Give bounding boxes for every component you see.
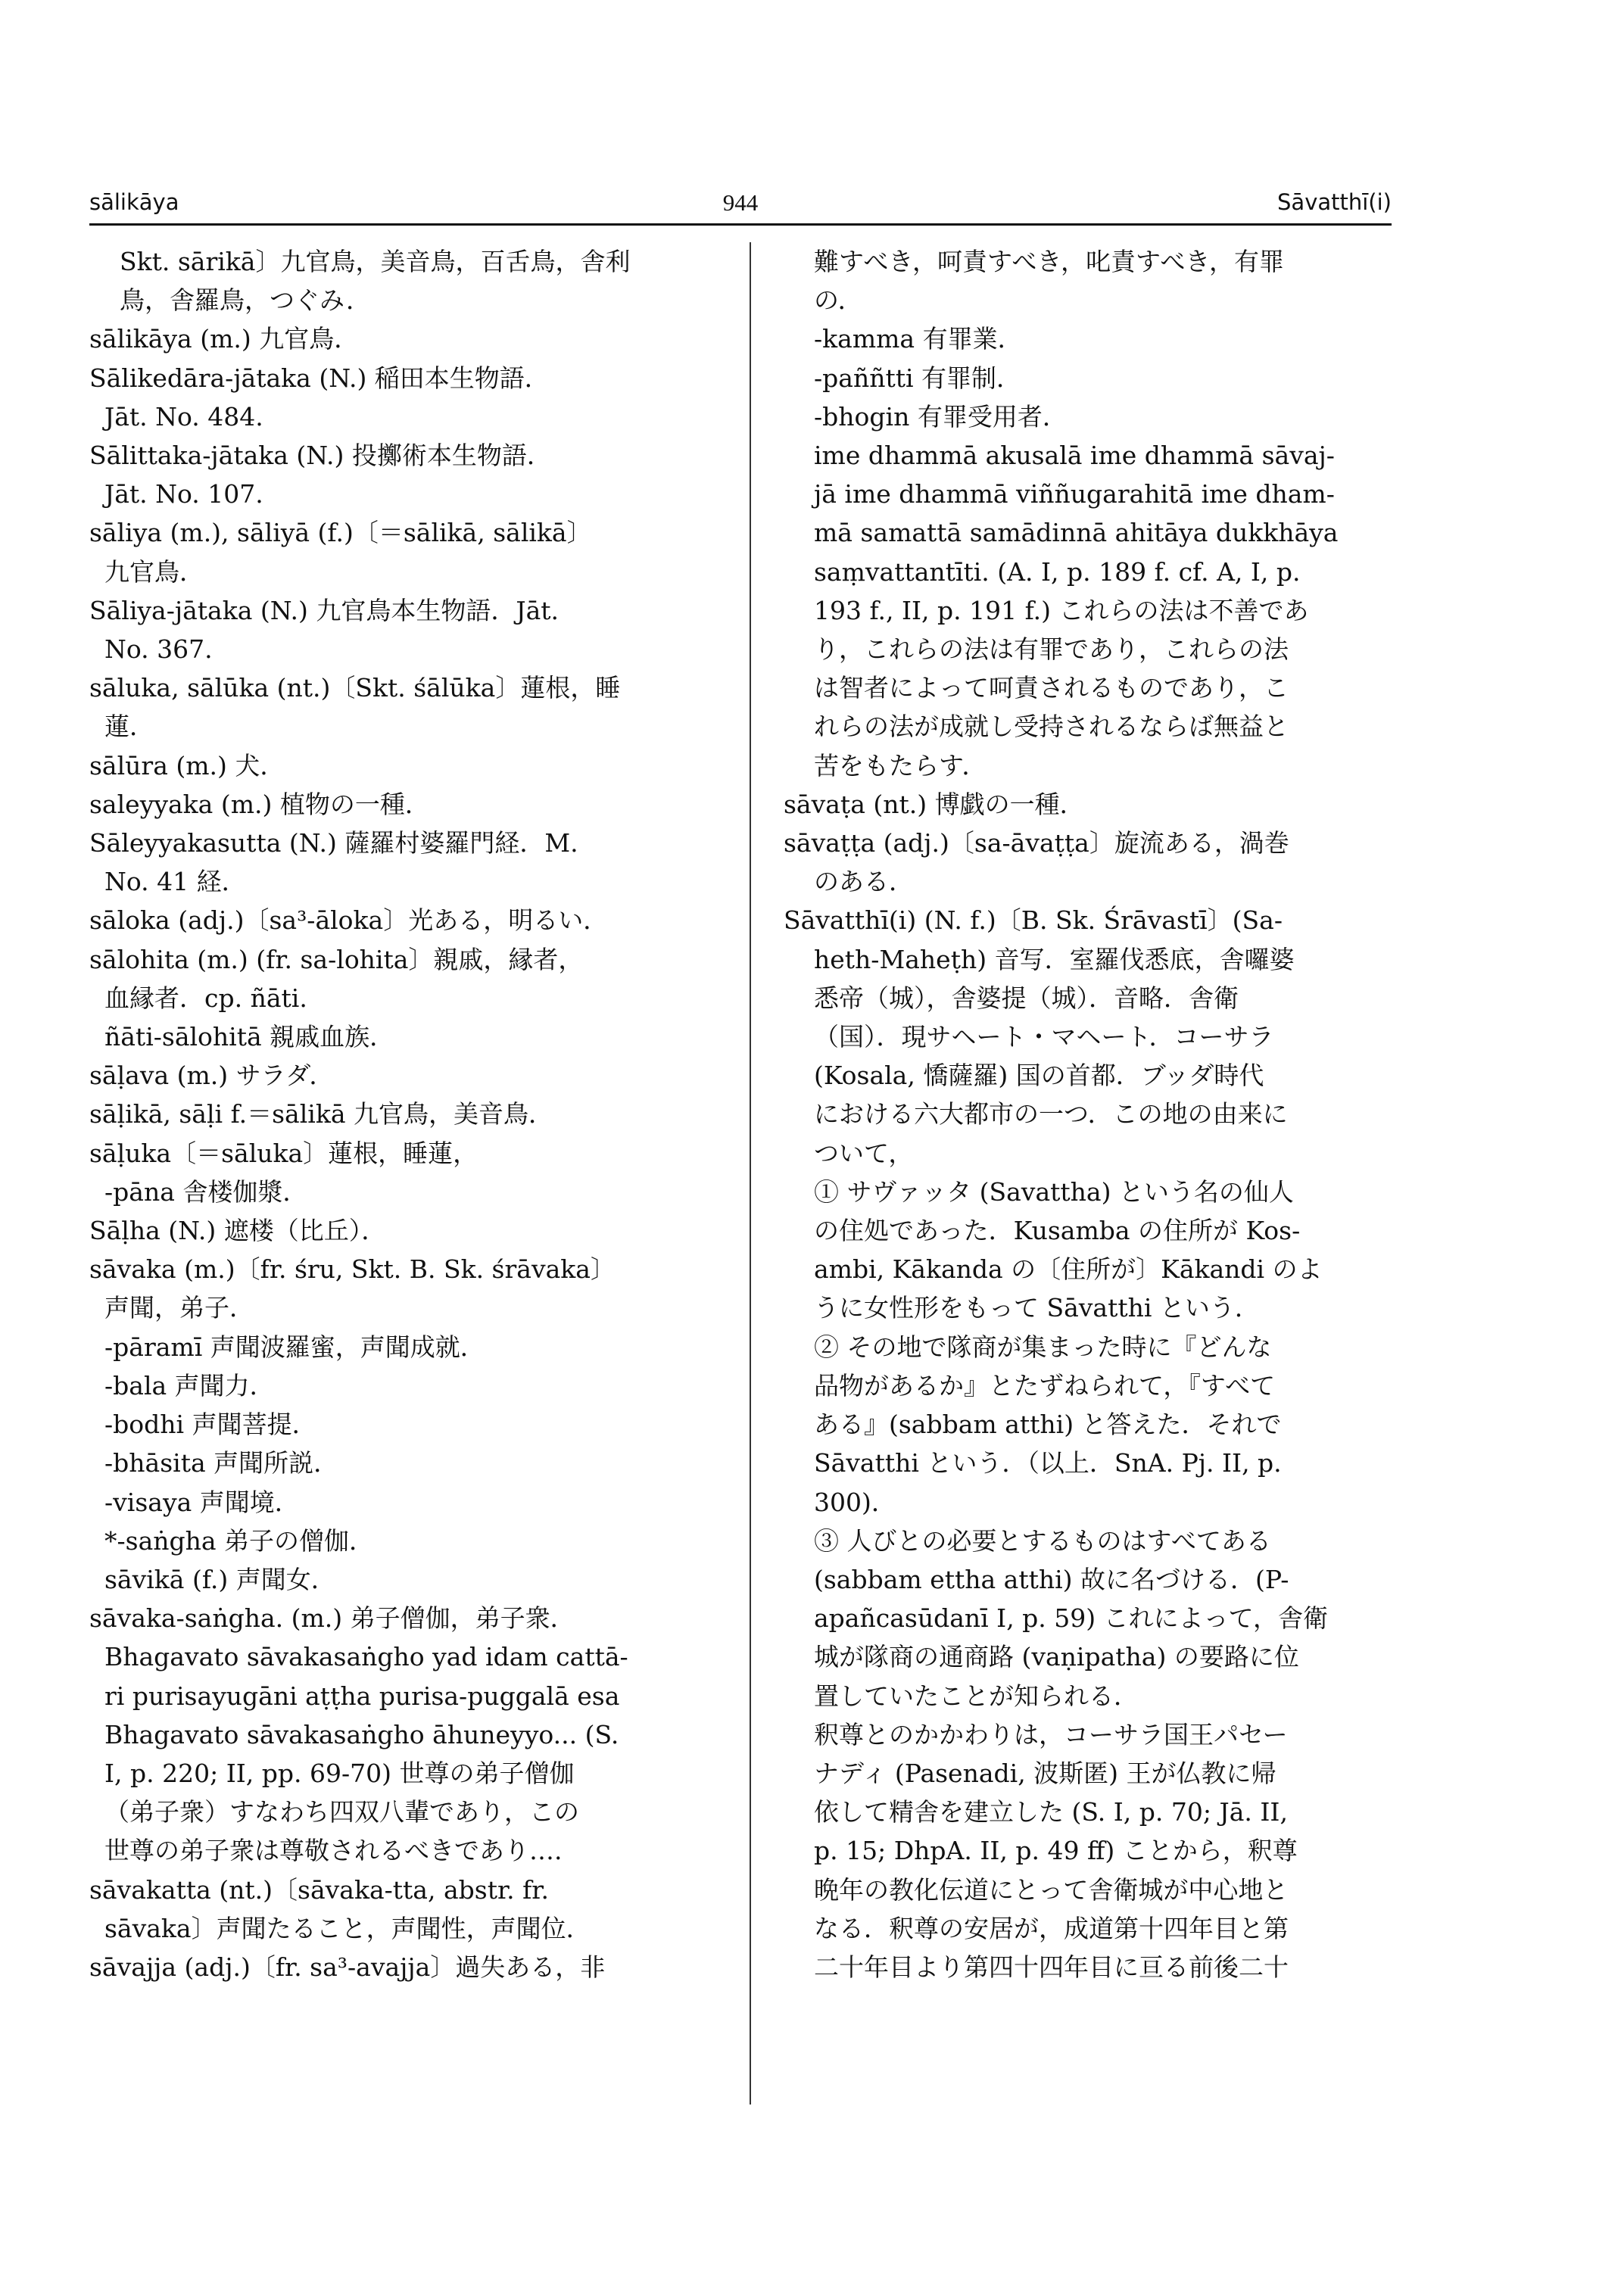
header-rule [89,223,1392,226]
dictionary-text-line: れらの法が成就し受持されるならば無益と [814,712,1289,742]
dictionary-text-line: -pāramī 声聞波羅蜜，声聞成就． [104,1332,485,1362]
dictionary-text-line: ついて， [814,1138,914,1168]
dictionary-text-line: ③ 人びとの必要とするものはすべてある [814,1525,1271,1556]
dictionary-text-line: sāvaka〕声聞たること，声聞性，声聞位． [104,1913,591,1943]
dictionary-headword-line: Sāvatthī(i) (N. f.)〔B. Sk. Śrāvastī〕(Sa- [784,905,1283,936]
dictionary-text-line: Sāvatthi という．（以上．SnA. Pj. II, p. [814,1448,1282,1478]
dictionary-text-line: 蓮． [104,712,154,742]
dictionary-headword-line: Sāḷha (N.) 遮楼（比丘）． [89,1216,387,1246]
dictionary-text-line: 声聞，弟子． [104,1293,254,1323]
page-number: 944 [722,189,759,216]
dictionary-text-line: -visaya 声聞境． [104,1487,300,1517]
dictionary-headword-line: sāliya (m.), sāliyā (f.)〔＝sālikā, sālikā〕 [89,518,592,548]
dictionary-text-line: Bhagavato sāvakasaṅgho āhuneyyo... (S. [104,1719,619,1749]
dictionary-headword-line: sāloka (adj.)〔sa³-āloka〕光ある，明るい． [89,905,609,936]
dictionary-text-line: （弟子衆）すなわち四双八輩であり，この [104,1797,579,1827]
dictionary-text-line: 悉帝（城），舎婆提（城）．音略．舎衛 [814,983,1239,1013]
dictionary-text-line: -kamma 有罪業． [814,324,1023,354]
header-left-guideword: sālikāya [89,189,179,215]
dictionary-headword-line: Sāliya-jātaka (N.) 九官鳥本生物語．Jāt. [89,595,560,625]
dictionary-text-line: 置していたことが知られる． [814,1681,1139,1711]
dictionary-text-line: I, p. 220; II, pp. 69-70) 世尊の弟子僧伽 [104,1758,575,1788]
dictionary-headword-line: sāvaṭṭa (adj.)〔sa-āvaṭṭa〕旋流ある，渦巻 [784,828,1289,858]
dictionary-text-line: 苦をもたらす． [814,750,987,780]
dictionary-text-line: 難すべき，呵責すべき，叱責すべき，有罪 [814,247,1285,276]
dictionary-text-line: -bodhi 声聞菩提． [104,1410,317,1440]
dictionary-headword-line: sāvaṭa (nt.) 博戯の一種． [784,789,1085,819]
dictionary-headword-line: sāḷuka〔＝sāluka〕蓮根，睡蓮， [89,1138,478,1168]
dictionary-text-line: は智者によって呵責されるものであり，こ [814,673,1289,703]
dictionary-text-line: のある． [814,867,914,897]
dictionary-text-line: り，これらの法は有罪であり，これらの法 [814,634,1289,665]
dictionary-text-line: 品物があるか』とたずねられて，『すべて [814,1370,1276,1400]
dictionary-text-line: 依して精舎を建立した (S. I, p. 70; Jā. II, [814,1797,1288,1827]
dictionary-text-line: -paññtti 有罪制． [814,363,1022,393]
dictionary-text-line: 二十年目より第四十四年目に亘る前後二十 [814,1952,1289,1982]
dictionary-text-line: -bhogin 有罪受用者． [814,401,1068,431]
dictionary-text-line: の． [814,285,863,316]
right-column [784,242,1389,1986]
dictionary-headword-line: Sālittaka-jātaka (N.) 投擲術本生物語． [89,441,552,471]
column-divider [750,242,751,2105]
dictionary-text-line: (Kosala, 憍薩羅) 国の首都．ブッダ時代 [814,1061,1264,1091]
dictionary-text-line: 九官鳥． [104,556,204,587]
dictionary-text-line: 城が隊商の通商路 (vaṇipatha) の要路に位 [814,1642,1299,1672]
dictionary-text-line: apañcasūdanī I, p. 59) これによって，舎衛 [814,1603,1328,1634]
dictionary-headword-line: Sāleyyakasutta (N.) 薩羅村婆羅門経．M. [89,828,578,858]
dictionary-text-line: jā ime dhammā viññugarahitā ime dham- [814,479,1335,509]
dictionary-text-line: Bhagavato sāvakasaṅgho yad idam cattā- [104,1642,628,1672]
dictionary-headword-line: sāvakatta (nt.)〔sāvaka-tta, abstr. fr. [89,1874,549,1905]
dictionary-text-line: ② その地で隊商が集まった時に『どんな [814,1332,1272,1362]
dictionary-text-line: Jāt. No. 107. [104,479,263,509]
dictionary-text-line: 晩年の教化伝道にとって舎衛城が中心地と [814,1874,1289,1905]
header-right-guideword: Sāvatthī(i) [1277,189,1392,215]
dictionary-text-line: Skt. sārikā〕九官鳥，美音鳥，百舌鳥，舎利 [120,247,631,276]
dictionary-text-line: ① サヴァッタ (Savattha) という名の仙人 [814,1176,1294,1207]
running-header [89,189,1392,227]
dictionary-text-line: 193 f., II, p. 191 f.) これらの法は不善であ [814,595,1309,625]
dictionary-text-line: -pāna 舎楼伽漿． [104,1176,308,1207]
dictionary-text-line: 鳥，舎羅鳥，つぐみ． [120,285,371,316]
dictionary-text-line: ime dhammā akusalā ime dhammā sāvaj- [814,441,1335,471]
dictionary-headword-line: saleyyaka (m.) 植物の一種． [89,789,430,819]
dictionary-text-line: 300)． [814,1487,896,1517]
dictionary-text-line: (sabbam ettha atthi) 故に名づける．(P- [814,1564,1289,1594]
dictionary-text-line: 世尊の弟子衆は尊敬されるべきであり…. [104,1836,563,1866]
dictionary-headword-line: sāvaka (m.)〔fr. śru, Skt. B. Sk. śrāvaka〕 [89,1254,616,1285]
dictionary-text-line: ñāti-sālohitā 親戚血族． [104,1022,395,1052]
dictionary-text-line: なる．釈尊の安居が，成道第十四年目と第 [814,1913,1289,1943]
dictionary-text-line: saṃvattantīti. (A. I, p. 189 f. cf. A, I, p. [814,556,1301,587]
dictionary-text-line: （国）．現サヘート・マヘート．コーサラ [814,1022,1274,1052]
dictionary-text-line: うに女性形をもって Sāvatthi という． [814,1293,1260,1323]
dictionary-text-line: ナディ (Pasenadi, 波斯匿) 王が仏教に帰 [814,1758,1276,1788]
dictionary-headword-line: sālohita (m.) (fr. sa-lohita〕親戚，縁者， [89,944,584,974]
dictionary-text-line: -bhāsita 声聞所説． [104,1448,339,1478]
left-column [89,242,695,1986]
dictionary-headword-line: Sālikedāra-jātaka (N.) 稲田本生物語． [89,363,550,393]
dictionary-text-line: ある』(sabbam atthi) と答えた．それで [814,1410,1282,1440]
dictionary-text-line: -bala 声聞力． [104,1370,275,1400]
dictionary-headword-line: sālūra (m.) 犬． [89,750,285,780]
dictionary-headword-line: sālikāya (m.) 九官鳥． [89,324,360,354]
dictionary-headword-line: sāluka, sālūka (nt.)〔Skt. śālūka〕蓮根，睡 [89,673,621,703]
dictionary-text-line: Jāt. No. 484. [104,401,263,431]
dictionary-headword-line: sāvajja (adj.)〔fr. sa³-avajja〕過失ある，非 [89,1952,606,1982]
dictionary-text-line: の住処であった．Kusamba の住所が Kos- [814,1216,1301,1246]
dictionary-text-line: ri purisayugāni aṭṭha purisa-puggalā esa [104,1681,620,1711]
dictionary-text-line: *-saṅgha 弟子の僧伽． [104,1525,375,1556]
dictionary-text-line: ambi, Kākanda の〔住所が〕Kākandi のよ [814,1254,1323,1285]
dictionary-text-line: mā samattā samādinnā ahitāya dukkhāya [814,518,1339,548]
dictionary-text-line: における六大都市の一つ．この地の由来に [814,1099,1288,1129]
dictionary-headword-line: sāḷikā, sāḷi f.＝sālikā 九官鳥，美音鳥． [89,1099,553,1129]
dictionary-text-line: 血縁者．cp. ñāti. [104,983,307,1013]
dictionary-text-line: No. 41 経． [104,867,247,897]
dictionary-text-line: p. 15; DhpA. II, p. 49 ff) ことから，釈尊 [814,1836,1298,1866]
dictionary-text-line: No. 367. [104,634,213,665]
dictionary-headword-line: sāvaka-saṅgha. (m.) 弟子僧伽，弟子衆． [89,1603,575,1634]
dictionary-text-line: heth-Maheṭh) 音写．室羅伐悉底，舎囉婆 [814,944,1295,974]
dictionary-headword-line: sāḷava (m.) サラダ． [89,1061,335,1091]
dictionary-text-line: 釈尊とのかかわりは，コーサラ国王パセー [814,1719,1288,1749]
dictionary-text-line: sāvikā (f.) 声聞女． [104,1564,336,1594]
